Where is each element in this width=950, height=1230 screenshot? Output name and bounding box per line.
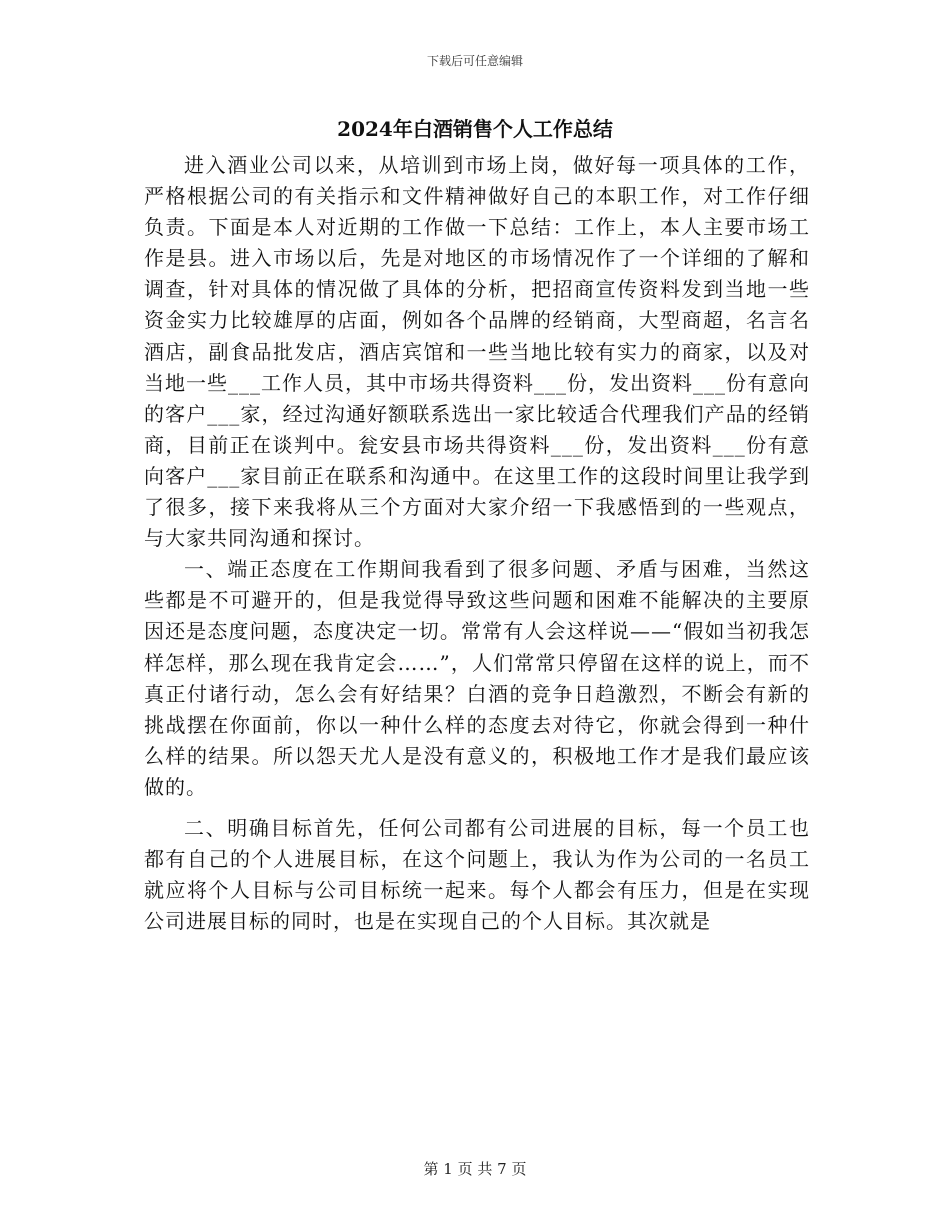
paragraph-attitude: 一、端正态度在工作期间我看到了很多问题、矛盾与困难，当然这些都是不可避开的，但是我觉得导致这些问题和困难不能解决的主要原因还是态度问题，态度决定一切。常常有人会这样说——“假如当初我怎样怎样，那么现在我肯定会……”，人们常常只停留在这样的说上，而不真正付诸行动，怎么会有好结果？白酒的竞争日趋激烈，不断会有新的挑战摆在你面前，你以一种什么样的态度去对待它，你就会得到一种什么样的结果。所以怨天尤人是没有意义的，积极地工作才是我们最应该做的。 xyxy=(144,557,810,799)
paragraph-intro: 进入酒业公司以来，从培训到市场上岗，做好每一项具体的工作，严格根据公司的有关指示和文件精神做好自己的本职工作，对工作仔细负责。下面是本人对近期的工作做一下总结：工作上，本人主要市场工作是县。进入市场以后，先是对地区的市场情况作了一个详细的了解和调查，针对具体的情况做了具体的分析，把招商宣传资料发到当地一些资金实力比较雄厚的店面，例如各个品牌的经销商，大型商超，名言名酒店，副食品批发店，酒店宾馆和一些当地比较有实力的商家，以及对当地一些___工作人员，其中市场共得资料___份，发出资料___份有意向的客户___家，经过沟通好额联系选出一家比较适合代理我们产品的经销商，目前正在谈判中。瓮安县市场共得资料___份，发出资料___份有意向客户___家目前正在联系和沟通中。在这里工作的这段时间里让我学到了很多，接下来我将从三个方面对大家介绍一下我感悟到的一些观点，与大家共同沟通和探讨。 xyxy=(144,153,810,551)
document-body xyxy=(144,150,810,937)
paragraph-goals: 二、明确目标首先，任何公司都有公司进展的目标，每一个员工也都有自己的个人进展目标，在这个问题上，我认为作为公司的一名员工就应将个人目标与公司目标统一起来。每个人都会有压力，但是在实现公司进展目标的同时，也是在实现自己的个人目标。其次就是 xyxy=(144,815,810,934)
paragraph-spacer xyxy=(144,803,810,813)
page-number-footer: 第 1 页 共 7 页 xyxy=(423,1160,527,1178)
page-header-note: 下载后可任意编辑 xyxy=(426,54,523,68)
document-title: 2024年白酒销售个人工作总结 xyxy=(337,117,613,141)
